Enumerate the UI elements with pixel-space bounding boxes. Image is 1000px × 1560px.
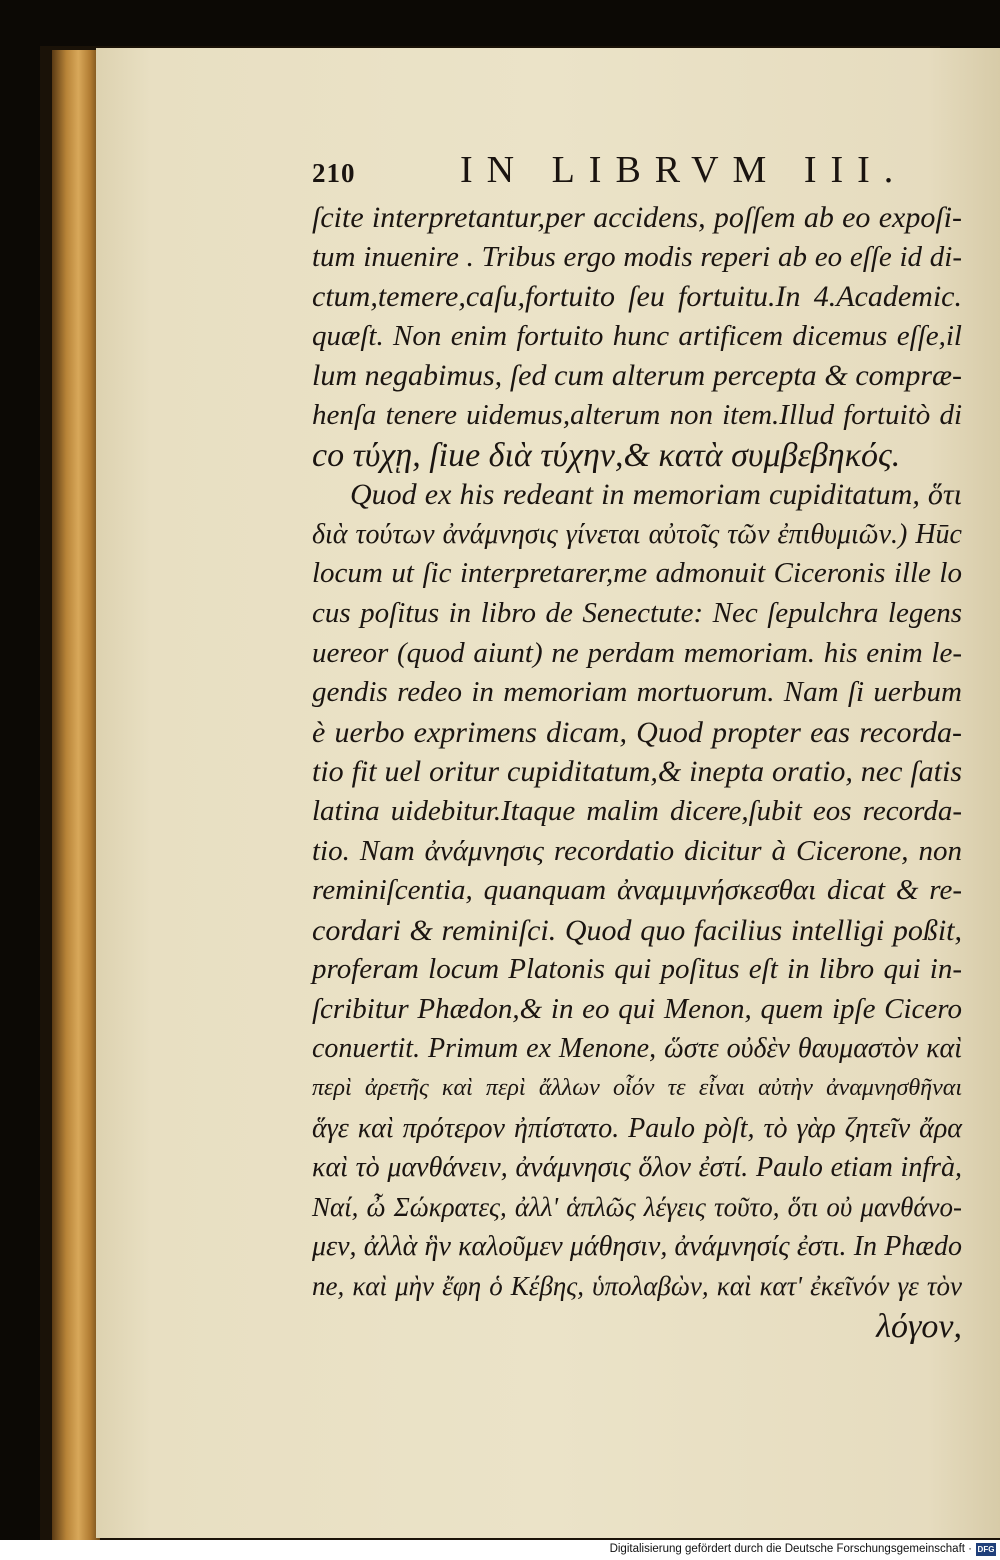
text-line: quæſt. Non enim fortuito hunc artificem dicemus eſſe,il — [312, 319, 962, 352]
text-line: latina uidebitur.Itaque malim dicere,ſubit eos recorda- — [312, 794, 962, 827]
text-line: co τύχῃ, ſiue διὰ τύχην,& κατὰ συμβεβηκός. — [312, 436, 901, 474]
text-line: è uerbo exprimens dicam, Quod propter eas recorda- — [312, 715, 962, 749]
page-edge — [52, 50, 100, 1540]
page-number: 210 — [312, 158, 356, 188]
text-line: ctum,temere,caſu,fortuito ſeu fortuitu.In 4.Academic. — [312, 280, 962, 314]
body-text — [312, 198, 962, 1346]
text-line: ne, καὶ μὴν ἔφη ὁ Κέβης, ὑπολαβὼν, καὶ κατ' ἐκεῖνόν γε τὸν — [312, 1271, 962, 1302]
scan-corner — [940, 0, 1000, 48]
text-line: Ναί, ὦ Σώκρατες, ἀλλ' ἁπλῶς λέγεις τοῦτο, ὅτι οὐ μανθάνο- — [312, 1191, 962, 1222]
text-line: henſa tenere uidemus,alterum non item.Illud fortuitò di — [312, 398, 962, 431]
text-line: cus poſitus in libro de Senectute: Nec ſepulchra legens — [312, 596, 962, 629]
text-line: ſcribitur Phædon,& in eo qui Menon, quem ipſe Cicero — [312, 992, 962, 1025]
footer-bar — [0, 1540, 1000, 1560]
text-line: locum ut ſic interpretarer,me admonuit Ciceronis ille lo — [312, 557, 962, 590]
text-line: μεν, ἀλλὰ ἣν καλοῦμεν μάθησιν, ἀνάμνησίς ἐστι. In Phædo — [312, 1231, 962, 1263]
text-line: διὰ τούτων ἀνάμνησις γίνεται αὐτοῖς τῶν ἐπιθυμιῶν.) Hūc — [312, 518, 962, 550]
text-line: tum inuenire . Tribus ergo modis reperi ab eo eſſe id di- — [312, 240, 962, 273]
text-line: reminiſcentia, quanquam ἀναμιμνήσκεσθαι dicat & re- — [312, 874, 962, 907]
text-line: tio. Nam ἀνάμνησις recordatio dicitur à Cicerone, non — [312, 834, 962, 867]
text-line: uereor (quod aiunt) ne perdam memoriam. his enim le- — [312, 636, 962, 669]
text-line: καὶ τὸ μανθάνειν, ἀνάμνησις ὅλον ἐστί. Paulo etiam infrà, — [312, 1152, 962, 1184]
text-line: lum negabimus, ſed cum alterum percepta & compræ- — [312, 359, 962, 393]
running-head: IN LIBRVM III. — [460, 149, 908, 191]
text-line: conuertit. Primum ex Menone, ὥστε οὐδὲν θαυμαστὸν καὶ — [312, 1033, 962, 1065]
text-line: ſcite interpretantur,per accidens, poſſem ab eo expoſi- — [312, 201, 962, 234]
text-line: cordari & reminiſci. Quod quo facilius intelligi poßit, — [312, 913, 962, 947]
text-line: gendis redeo in memoriam mortuorum. Nam ſi uerbum — [312, 676, 962, 709]
text-line: περὶ ἀρετῆς καὶ περὶ ἄλλων οἷόν τε εἶναι αὐτὴν ἀναμνησθῆναι — [312, 1075, 962, 1102]
page-header — [312, 148, 952, 192]
text-line: ἅγε καὶ πρότερον ἠπίστατο. Paulo pòſt, τὸ γὰρ ζητεῖν ἄρα — [312, 1112, 962, 1144]
dfg-logo-icon: DFG — [977, 1545, 995, 1554]
text-line: proferam locum Platonis qui poſitus eſt in libro qui in- — [312, 953, 962, 986]
text-line: tio fit uel oritur cupiditatum,& inepta oratio, nec ſatis — [312, 755, 962, 789]
text-line: Quod ex his redeant in memoriam cupiditatum, ὅτι — [350, 478, 962, 512]
text-line: λόγον, — [876, 1307, 962, 1345]
funding-notice: Digitalisierung gefördert durch die Deutsche Forschungsgemeinschaft · — [609, 1543, 972, 1555]
